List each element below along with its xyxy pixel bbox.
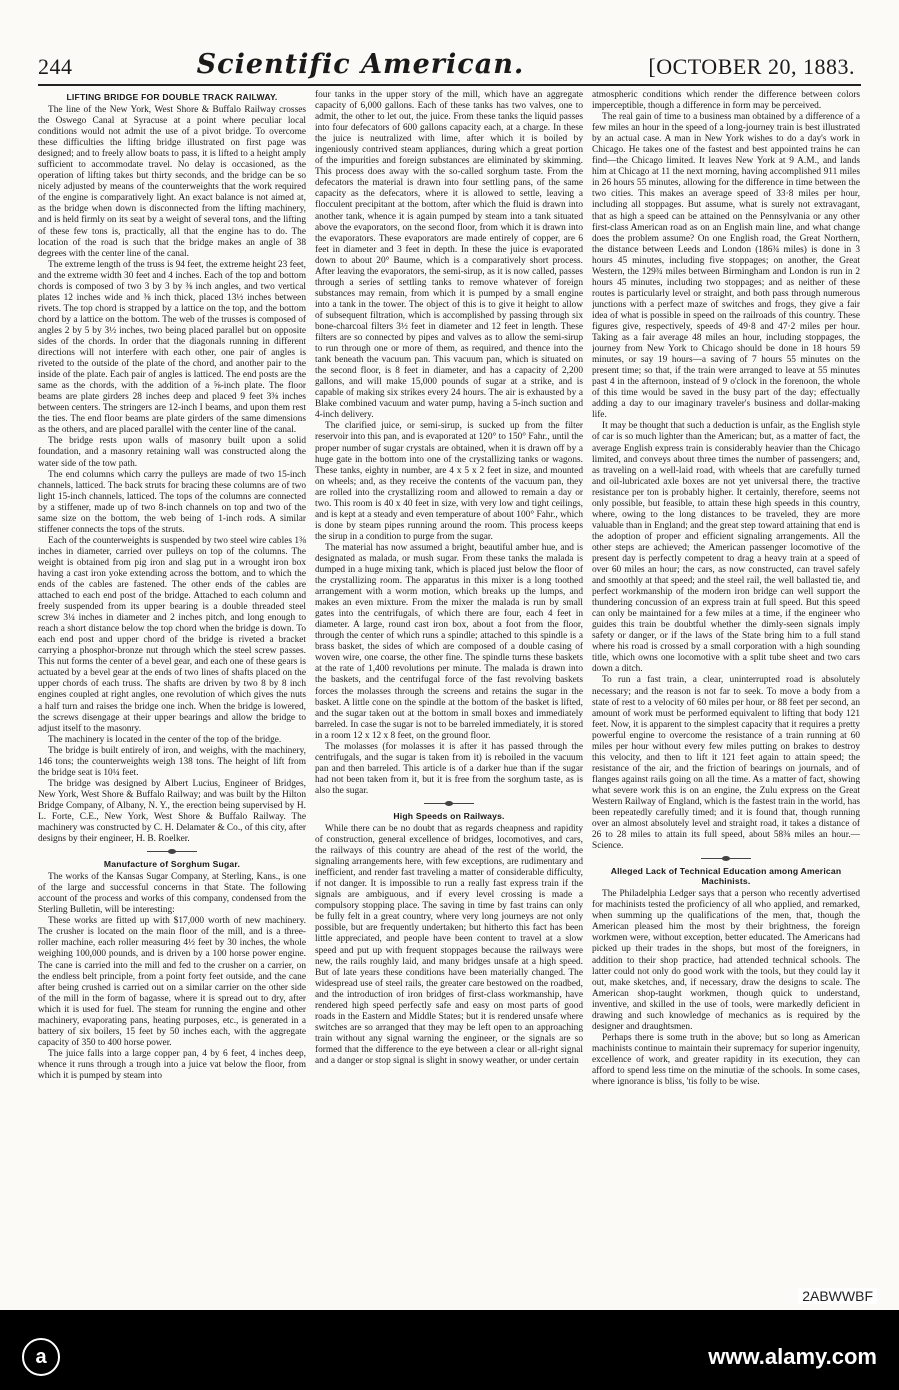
article-title-sorghum-sugar: Manufacture of Sorghum Sugar. — [103, 859, 241, 870]
paragraph: The line of the New York, West Shore & Buffalo Railway crosses the Oswego Canal at Syracuse at a point where peculiar local conditions would not admit the use of a pivot bridge. To overcome these difficulties the lifting bridge illustrated on first page was designed; and to freely allow boats to pass, it is lifted to a height amply sufficient to accommodate travel. No delay is occasioned, as the operation of lifting takes but thirty seconds, and the bridge can be so nicely adjusted by means of the counterweights that the work required of the engine is comparatively light. An exact balance is not aimed at, as the bridge when down is disconnected from the lifting machinery, and is held firmly on its seat by a weight of several tons, and the lifting of these few tons is, practically, all that the engine has to do. The location of the road is such that the bridge makes an angle of 38 degrees with the center line of the canal. — [38, 105, 306, 259]
paragraph: These works are fitted up with $17,000 worth of new machinery. The crusher is located on the main floor of the mill, and is a three-roller machine, each roller measuring 4½ feet by 30 inches, the whole weighing 100,000 pounds, and is driven by a 100 horse power engine. The cane is carried into the mill and fed to the crusher on a carrier, on the endless belt principle, from a point forty feet outside, and the cane after being crushed is carried out on a similar carrier on the other side of the mill in the form of bagasse, where it is spread out to dry, after which it is used for fuel. The steam for running the engine and other machinery, evaporating pans, heating purposes, etc., is generated in a battery of six boilers, 15 feet by 50 inches each, with the aggregate capacity of 350 to 400 horse power. — [38, 916, 306, 1048]
alamy-logo-icon: a — [22, 1338, 60, 1376]
paragraph: To run a fast train, a clear, uninterrupted road is absolutely necessary; and the reason is not far to seek. To move a body from a state of rest to a velocity of 60 miles per hour, or 88 feet per second, an amount of work must be performed equivalent to lifting that body 121 feet. Now, it is apparent to the simplest capacity that it requires a pretty powerful engine to overcome the resistance of a train running at 60 miles per hour without every few miles putting on brakes to destroy this velocity, and then to lift it 121 feet again to attain speed; the resistance of the air, and the friction of bearings on journals, and of flanges against rails going on all the time. As a matter of fact, showing what severe work this is on an engine, the Zulu express on the Great Western Railway of England, which is the fastest train in the world, has been repeatedly carefully timed; and it is found that, though running over an almost absolutely level and straight road, it takes a distance of 26 to 28 miles to attain its full speed, about 58⅜ miles an hour.—Science. — [592, 675, 860, 852]
header-rule — [38, 84, 861, 86]
paragraph: The bridge is built entirely of iron, and weighs, with the machinery, 146 tons; the counterweights weigh 138 tons. The height of lift from the bridge seat is 10¼ feet. — [38, 745, 306, 778]
paragraph: The machinery is located in the center of the top of the bridge. — [48, 734, 282, 745]
article-title-lifting-bridge: LIFTING BRIDGE FOR DOUBLE TRACK RAILWAY. — [66, 92, 278, 102]
watermark-url: www.alamy.com — [708, 1344, 877, 1369]
paragraph: The material has now assumed a bright, beautiful amber hue, and is designated as malada, or mush sugar. From these tanks the malada is dumped in a huge mixing tank, which is placed just below the floor of the crystallizing room. The apparatus in this mixer is a long toothed arrangement with a worm motion, which breaks up the lumps, and makes an even mixture. From the mixer the malada is run by small gates into the centrifugals, of which there are four, each 4 feet in diameter. A large, round cast iron box, about a foot from the floor, through the center of which runs a spindle; attached to this spindle is a brass basket, the sides of which are composed of a double casing of woven wire, one coarse, the other fine. The spindle turns these baskets at the rate of 1,400 revolutions per minute. The malada is drawn into the baskets, and the centrifugal force of the fast revolving baskets forces the molasses through the screens and retains the sugar in the basket. A little cone on the spindle at the bottom of the basket is lifted, and the sugar taken out at the bottom in small boxes and immediately barreled. In case the sugar is not to be barreled immediately, it is stored in a room 12 x 12 x 8 feet, on the ground floor. — [315, 542, 583, 741]
paragraph: atmospheric conditions which render the difference between colors imperceptible, though a difference in form may be perceived. — [592, 90, 860, 112]
paragraph: It may be thought that such a deduction is unfair, as the English style of car is so much lighter than the American; but, as a matter of fact, the average English express train is considerably heavier than the Chicago limited, and conveys about three times the number of passengers; and, as traveling on a well-laid road, with wheels that are carefully turned and oil-lubricated axle boxes are not yet universal there, the tractive resistance per ton is probably higher. It certainly, therefore, seems not only possible, but feasible, to attain these high speeds in this country, where, owing to the long distances to be traveled, they are more valuable than in England; and the great step toward attaining that end is the adoption of proper and efficient signaling arrangements. All the other steps are achieved; the American passenger locomotive of the present day is perfectly competent to drag a heavy train at a speed of over 60 miles an hour; the cars, as now constructed, can travel safely and smoothly at that speed; and the steel rail, the well ballasted tie, and perfect workmanship of the modern iron bridge can well support the thundering concussion of an express train at full speed. But this speed can only be maintained for a few miles at a time, if the engineer who guides this train be doubtful whether the dimly-seen signals imply safety or danger, or if the laws of the State bring him to a full stand where his road is crossed by a small corporation with a high sounding title, which owns one locomotive with a split tube sheet and two cars down a ditch. — [592, 421, 860, 675]
paragraph: The molasses (for molasses it is after it has passed through the centrifugals, and the sugar is taken from it) is reboiled in the vacuum pan and then barreled. This article is of a darker hue than if the sugar had not been taken from it, but it is free from the sorghum taste, as is also the sugar. — [315, 741, 583, 796]
image-code: 2ABWWBF — [798, 1288, 877, 1304]
column-3 — [592, 90, 860, 1302]
masthead: Scientific American. — [196, 49, 525, 80]
paragraph: While there can be no doubt that as regards cheapness and rapidity of construction, general excellence of bridges, locomotives, and cars, the railways of this country are ahead of the rest of the world, the signaling arrangements here, with few exceptions, are rudimentary and inefficient, and render fast traveling a matter of considerable difficulty, if not danger. It is impossible to run a really fast express train if the signals are ambiguous, and if every level crossing is made a compulsory stopping place. The saving in time by fast trains can only be fully felt in a great country, where very long journeys are not only possible, but are frequently undertaken; but hitherto this fact has been little appreciated, and people have been content to travel at a slow speed and put up with frequent stoppages because the railways were new, the rails roughly laid, and many bridges unsafe at a high speed. But of late years these conditions have been materially changed. The widespread use of steel rails, the greater care bestowed on the roadbed, and the introduction of iron bridges of first-class workmanship, have rendered high speed perfectly safe and easy on most parts of good roads in the Eastern and Middle States; but it is rendered unsafe where switches are so arranged that they may be left open to an approaching train without any signal warning the engineer, or the signals are so formed that the difference to the eye between a clear or all-right signal and a danger or stop signal is slight in snowy weather, or under certain — [315, 824, 583, 1066]
paragraph: The real gain of time to a business man obtained by a difference of a few miles an hour in the speed of a long-journey train is best illustrated by an actual case. A man in New York wishes to do a day's work in Chicago. He takes one of the fastest and best appointed trains he can find—the Chicago limited. It leaves New York at 9 A.M., and lands him at Chicago at 11 the next morning, having accomplished 911 miles in 26 hours 55 minutes, allowing for the difference in time between the two cities. This makes an average speed of 33·8 miles per hour, including all stoppages. But assume, what is surely not extravagant, that as high a speed can be attained on the Pennsylvania or any other first-class American road as on an English main line, and what change does the problem assume? On one English road, the Great Northern, the distance between Leeds and London (186¾ miles) is done in 3 hours 45 minutes, including five stoppages; on another, the Great Western, the 129¾ miles between Birmingham and London is run in 2 hours 45 minutes, including two stoppages; and as neither of these routes is particularly level or straight, and both pass through numerous junctions with a perfect maze of switches and frogs, they give a fair idea of what is possible in speed on the railroads of this country. These figures give, respectively, speeds of 49·8 and 47·2 miles per hour. Taking as a fair average 48 miles an hour, including stoppages, the journey from New York to Chicago should be done in 18 hours 59 minutes, or say 19 hours—a saving of 7 hours 55 minutes on the present time; so that, if the train were arranged to leave at 55 minutes past 4 in the afternoon, instead of 9 o'clock in the forenoon, the whole of this time would be saved in the busy part of the day; effectually adding a day to our imaginary traveler's business and dollar-making life. — [592, 112, 860, 421]
text-columns — [38, 90, 861, 1302]
paragraph: The bridge was designed by Albert Lucius, Engineer of Bridges, New York, West Shore & Buffalo Railway; and was built by the Hilton Bridge Company, of Albany, N. Y., the erection being supervised by H. L. Forte, C.E., New York, West Shore & Buffalo Railway. The machinery was constructed by C. H. Delamater & Co., of this city, after designs by their engineer, H. B. Roelker. — [38, 778, 306, 845]
section-divider — [592, 852, 860, 864]
column-2 — [315, 90, 583, 1302]
paragraph: The Philadelphia Ledger says that a person who recently advertised for machinists tested the proficiency of all who applied, and remarked, when summing up the qualifications of the men, that, though the American pleased him the most by their brightness, the foreign workmen were, without exception, better educated. The Americans had picked up their trades in the shops, but most of the foreigners, in addition to their shop practice, had attended technical schools. The latter could not only do good work with the tools, but they could lay it out, make sketches, and, if necessary, draw the designs to scale. The American shop-taught workmen, though quick to understand, inventive, and skilled in the use of tools, were markedly deficient in drawing and such knowledge of mechanics as is required by the designer and draughtsmen. — [592, 889, 860, 1032]
article-title-high-speeds: High Speeds on Railways. — [393, 811, 505, 821]
paragraph: The end columns which carry the pulleys are made of two 15-inch channels, latticed. The back struts for bracing these columns are of two light 15-inch channels, latticed. The tops of the columns are connected by a stiffener, made up of two 8-inch channels on top and two of the same size on the bottom, the web being of 1-inch rods. A similar stiffener connects the tops of the struts. — [38, 469, 306, 535]
page-header — [38, 36, 855, 80]
column-1 — [38, 90, 306, 1302]
paragraph: The clarified juice, or semi-sirup, is sucked up from the filter reservoir into this pan, and is evaporated at 120° to 150° Fahr., until the proper number of sugar crystals are obtained, when it is drawn off by a huge gate in the bottom into one of the crystallizing tanks or wagons. These tanks, eighty in number, are 4 x 5 x 2 feet in size, and mounted on wheels; and, as they receive the contents of the vacuum pan, they are rolled into the crystallizing room and allowed to remain a day or two. This room is 40 x 40 feet in size, with very low and tight ceilings, and is kept at a steady and even temperature of about 100° Fahr., which is done by steam pipes running around the room. This process keeps the sirup in a condition to purge from the sugar. — [315, 421, 583, 542]
section-divider — [315, 797, 583, 809]
paragraph: Each of the counterweights is suspended by two steel wire cables 1⅜ inches in diameter, carried over pulleys on top of the columns. The weight is obtained from pig iron and slag put in a wrought iron box having a cast iron yoke extending across the bottom, and to which the ends of the cables are fastened. The other ends of the cables are attached to each end post of the bridge. Attached to each column and freely suspended from its upper bearing is a double threaded steel screw 3¼ inches in diameter and 2 inches pitch, and long enough to reach a short distance below the top chord when the bridge is down. To each end post and upper chord of the bridge is riveted a bracket carrying a phosphor-bronze nut through which the steel screw passes. This nut forms the center of a bevel gear, and each one of these gears is actuated by a bevel gear at the ends of two lines of shafts placed on the upper chords of each truss. The shafts are driven by two 8 by 8 inch engines coupled at right angles, one revolution of which gives the nuts a half turn and raises the bridge one inch. When the bridge is lowered, the screws disengage at their upper bearings and allow the bridge to adjust itself to the masonry. — [38, 535, 306, 734]
issue-date: [OCTOBER 20, 1883. — [648, 54, 855, 79]
paragraph: Perhaps there is some truth in the above; but so long as American machinists continue to maintain their supremacy for superior ingenuity, excellence of work, and greater rapidity in its execution, they can afford to spend less time on the minutiæ of the schools. In some cases, where ignorance is bliss, 'tis folly to be wise. — [592, 1032, 860, 1088]
paragraph: The bridge rests upon walls of masonry built upon a solid foundation, and a masonry retaining wall was constructed along the water side of the tow path. — [38, 436, 306, 469]
paragraph: The works of the Kansas Sugar Company, at Sterling, Kans., is one of the large and successful concerns in that State. The following account of the process and works of this company, condensed from the Sterling Bulletin, will be interesting: — [38, 872, 306, 916]
section-divider — [38, 845, 306, 857]
paragraph: The extreme length of the truss is 94 feet, the extreme height 23 feet, and the extreme width 30 feet and 4 inches. Each of the top and bottom chords is composed of two 3 by 3 by ⅜ inch angles, and two vertical plates 12 inches wide and ⅜ inch thick, placed 13½ inches between rivets. The top chord is strapped by a lattice on the top, and the bottom chord by a lattice on the bottom. The web of the trusses is composed of angles 2 by 5 by 3½ inches, two being placed parallel but on opposite sides of the chords. In order that the diagonals running in different directions will not interfere with each other, one pair of angles is riveted to the outside of the plate of the chord, and another pair to the inside of the plate. Each pair of angles is latticed. The end posts are the same as the chords, with the addition of a ⅝-inch plate. The floor beams are plate girders 28 inches deep and placed 9 feet 3⅜ inches between centers. The stringers are 12-inch I beams, and upon them rest the ties. The end floor beams are plate girders of the same dimensions as the others, and are placed parallel with the center line of the canal. — [38, 259, 306, 436]
paragraph: The juice falls into a large copper pan, 4 by 6 feet, 4 inches deep, whence it runs through a trough into a juice vat below the floor, from which it is pumped by steam into — [38, 1048, 306, 1081]
watermark-bar — [0, 1310, 899, 1390]
article-title-technical-education: Alleged Lack of Technical Education among American Machinists. — [610, 866, 842, 887]
page-number: 244 — [38, 54, 73, 79]
paragraph: four tanks in the upper story of the mill, which have an aggregate capacity of 6,000 gallons. Each of these tanks has two valves, one to admit, the other to let out, the juice. From these tanks the liquid passes into four defecators of 600 gallons capacity each, at a charge. In these the juice is neutralized with lime, after which it is boiled by ingeniously contrived steam appliances, during which a great portion of the impurities and foreign substances are eliminated by skimming. This process does away with the so-called sorghum taste. From the defecators the material is drawn into four settling pans, of the same capacity as the defecators, where it is allowed to settle, leaving a flocculent precipitant at the bottom, after which the fluid is drawn into another tank, whence it is again pumped by steam into a tank situated above the evaporators, on the second floor, from which it is drawn into the evaporators. These evaporators are made entirely of copper, are 6 feet in diameter and 3 feet in depth. In these the juice is evaporated down to about 20° Baume, which is a comparatively short process. After leaving the evaporators, the semi-sirup, as it is now called, passes through a series of settling tanks to remove whatever of foreign substances may remain, from which it is pumped by a small engine into a tank in the tower. The object of this is to give it height to allow of subsequent filtration, which is accomplished by passing through six bone-charcoal filters 3½ feet in diameter and 12 feet in length. These filters are so connected by pipes and valves as to allow the semi-sirup to run through one or more of them, as required, and thence into the tank beneath the vacuum pan. This vacuum pan, which is situated on the second floor, is 8 feet in diameter, and has a capacity of 2,200 gallons, and will make 15,000 pounds of sugar at a strike, and is capable of making six strikes every 24 hours. The air is exhausted by a Blake combined vacuum and water pump, having a 5-inch suction and 4-inch delivery. — [315, 90, 583, 421]
